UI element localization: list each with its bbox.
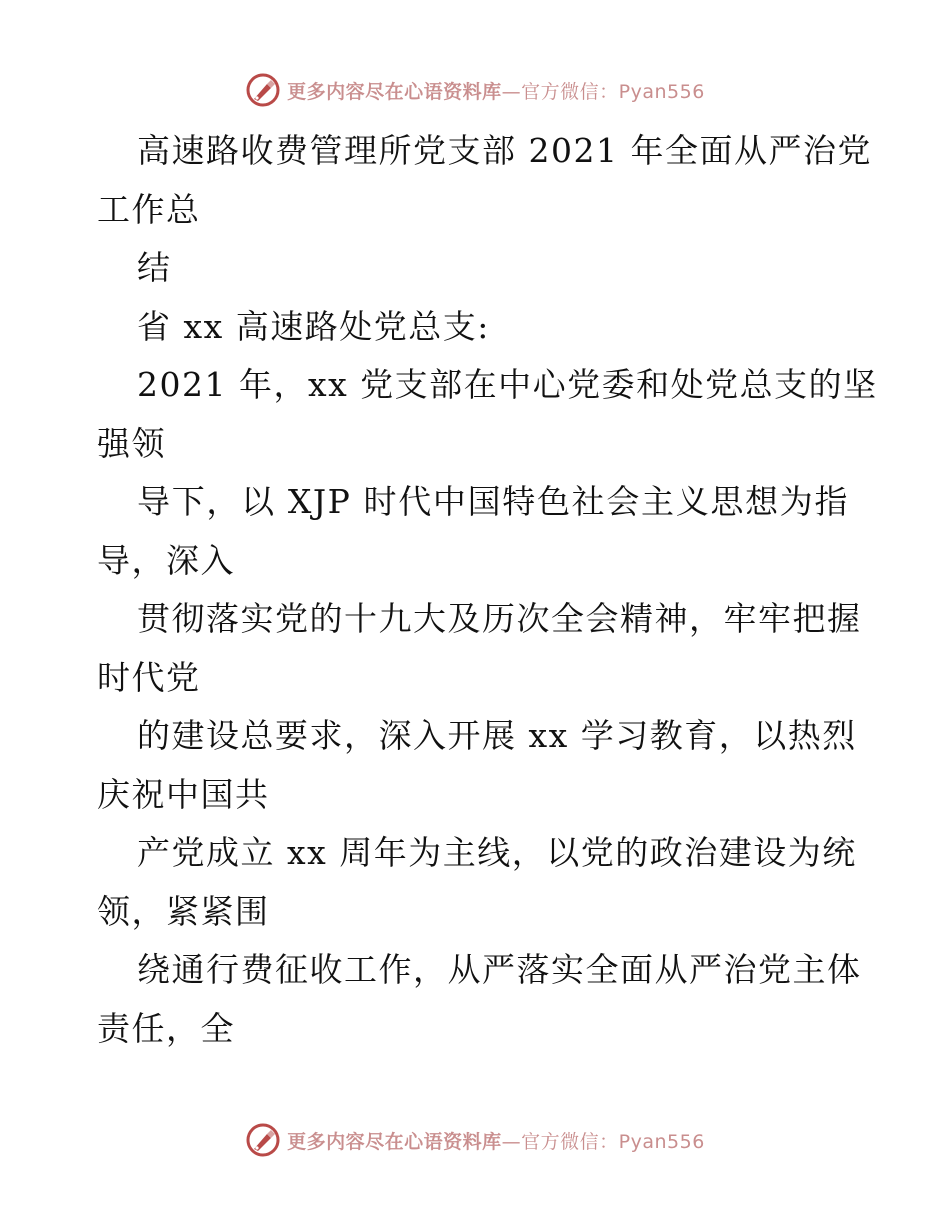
document-body xyxy=(97,122,878,1058)
document-line: 贯彻落实党的十九大及历次全会精神，牢牢把握 xyxy=(137,599,862,638)
document-line: 绕通行费征收工作，从严落实全面从严治党主体 xyxy=(137,950,862,989)
watermark-dash: — xyxy=(501,80,522,103)
watermark-main-text: 更多内容尽在心语资料库 xyxy=(287,1130,502,1153)
document-line: 导，深入 xyxy=(97,540,235,580)
document-line: 高速路收费管理所党支部 2021 年全面从严治党 xyxy=(137,131,872,170)
document-line: 工作总 xyxy=(97,189,201,229)
document-line: 责任，全 xyxy=(97,1008,235,1048)
document-line: 结 xyxy=(137,248,172,287)
watermark-footer xyxy=(0,1120,950,1160)
document-line: 时代党 xyxy=(97,657,201,697)
watermark-text xyxy=(287,77,705,104)
pen-logo-icon xyxy=(245,1122,281,1158)
document-line: 2021 年，xx 党支部在中心党委和处党总支的坚 xyxy=(137,365,878,404)
watermark-wechat: 官方微信：Pyan556 xyxy=(521,80,705,103)
watermark-text xyxy=(287,1127,705,1154)
document-line: 庆祝中国共 xyxy=(97,774,270,814)
document-line: 产党成立 xx 周年为主线，以党的政治建设为统 xyxy=(137,833,857,872)
watermark-main-text: 更多内容尽在心语资料库 xyxy=(287,80,502,103)
document-line: 领，紧紧围 xyxy=(97,891,270,931)
pen-logo-icon xyxy=(245,72,281,108)
document-line: 强领 xyxy=(97,423,166,463)
watermark-wechat: 官方微信：Pyan556 xyxy=(521,1130,705,1153)
watermark-header xyxy=(0,70,950,110)
document-line: 导下，以 XJP 时代中国特色社会主义思想为指 xyxy=(137,482,849,521)
watermark-dash: — xyxy=(501,1130,522,1153)
document-line: 省 xx 高速路处党总支: xyxy=(137,306,490,346)
document-line: 的建设总要求，深入开展 xx 学习教育，以热烈 xyxy=(137,716,857,755)
